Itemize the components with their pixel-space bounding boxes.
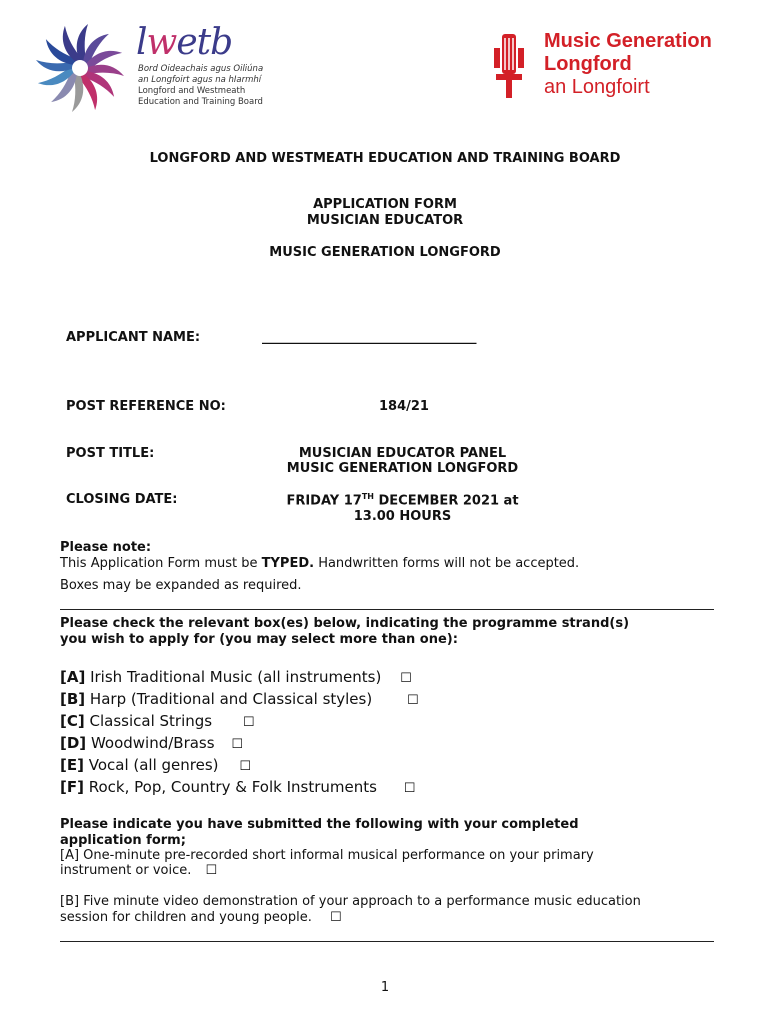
divider: [60, 609, 714, 610]
submission-b-line1: [B] Five minute video demonstration of your approach to a performance music education: [60, 894, 641, 909]
lwetb-swirl-icon: [30, 20, 130, 115]
post-title-label: POST TITLE:: [66, 446, 155, 461]
closing-date-label: CLOSING DATE:: [66, 492, 178, 507]
divider: [60, 941, 714, 942]
strand-option-a: [A] Irish Traditional Music (all instruments) ☐: [60, 668, 412, 686]
strand-option-d: [D] Woodwind/Brass ☐: [60, 734, 244, 752]
submission-b-line2: session for children and young people. ☐: [60, 910, 342, 925]
lwetb-subtitle: [138, 64, 263, 108]
checkbox-icon[interactable]: ☐: [330, 910, 342, 925]
music-generation-text: [544, 30, 712, 99]
checkbox-icon[interactable]: ☐: [231, 737, 244, 752]
mg-line3: an Longfoirt: [544, 76, 650, 98]
checkbox-icon[interactable]: ☐: [406, 693, 419, 708]
checkbox-icon[interactable]: ☐: [205, 863, 218, 878]
lwetb-english-line2: Education and Training Board: [138, 97, 263, 107]
lwetb-english-line1: Longford and Westmeath: [138, 86, 246, 96]
submission-a-line1: [A] One-minute pre-recorded short informal musical performance on your primary: [60, 848, 594, 863]
applicant-name-label: APPLICANT NAME:: [66, 330, 201, 345]
checkbox-icon[interactable]: ☐: [403, 781, 416, 796]
page-number: 1: [380, 980, 390, 995]
form-title-line2: MUSICIAN EDUCATOR: [306, 213, 464, 228]
post-reference-label: POST REFERENCE NO:: [66, 399, 226, 414]
closing-date-line2: 13.00 HOURS: [353, 509, 452, 524]
strand-option-f: [F] Rock, Pop, Country & Folk Instruments ☐: [60, 778, 416, 796]
post-title-line2: MUSIC GENERATION LONGFORD: [286, 461, 519, 476]
form-title-line1: APPLICATION FORM: [313, 197, 457, 212]
checkbox-icon[interactable]: ☐: [400, 671, 412, 686]
strand-option-c: [C] Classical Strings ☐: [60, 712, 255, 730]
board-title: LONGFORD AND WESTMEATH EDUCATION AND TRAINING BOARD: [149, 151, 621, 166]
note-line1: This Application Form must be TYPED. Handwritten forms will not be accepted.: [60, 556, 580, 571]
strand-instruction-line1: Please check the relevant box(es) below, indicating the programme strand(s): [60, 616, 630, 631]
applicant-name-field[interactable]: _________________________________: [262, 330, 477, 345]
lwetb-irish-line1: Bord Oideachais agus Oiliúna: [138, 64, 264, 74]
note-heading: Please note:: [60, 540, 152, 555]
lwetb-wordmark: lwetb: [136, 22, 233, 63]
post-title-line1: MUSICIAN EDUCATOR PANEL: [298, 446, 507, 461]
post-reference-value: 184/21: [379, 399, 429, 414]
closing-date-line1: FRIDAY 17TH DECEMBER 2021 at: [286, 492, 519, 509]
lwetb-logo: [30, 20, 270, 115]
checkbox-icon[interactable]: ☐: [242, 715, 255, 730]
checkbox-icon[interactable]: ☐: [239, 759, 251, 774]
microphone-icon: [492, 34, 526, 98]
submission-heading-line1: Please indicate you have submitted the following with your completed: [60, 817, 579, 832]
mg-line1: Music Generation: [544, 30, 712, 52]
strand-option-b: [B] Harp (Traditional and Classical styles) ☐: [60, 690, 419, 708]
strand-instruction-line2: you wish to apply for (you may select more than one):: [60, 632, 458, 647]
submission-heading-line2: application form;: [60, 833, 186, 848]
programme-title: MUSIC GENERATION LONGFORD: [269, 245, 501, 260]
lwetb-irish-line2: an Longfoirt agus na hIarmhí: [138, 75, 262, 85]
mg-line2: Longford: [544, 53, 632, 75]
music-generation-logo: [492, 30, 732, 102]
note-line2: Boxes may be expanded as required.: [60, 578, 302, 593]
strand-option-e: [E] Vocal (all genres) ☐: [60, 756, 251, 774]
submission-a-line2: instrument or voice. ☐: [60, 863, 218, 878]
